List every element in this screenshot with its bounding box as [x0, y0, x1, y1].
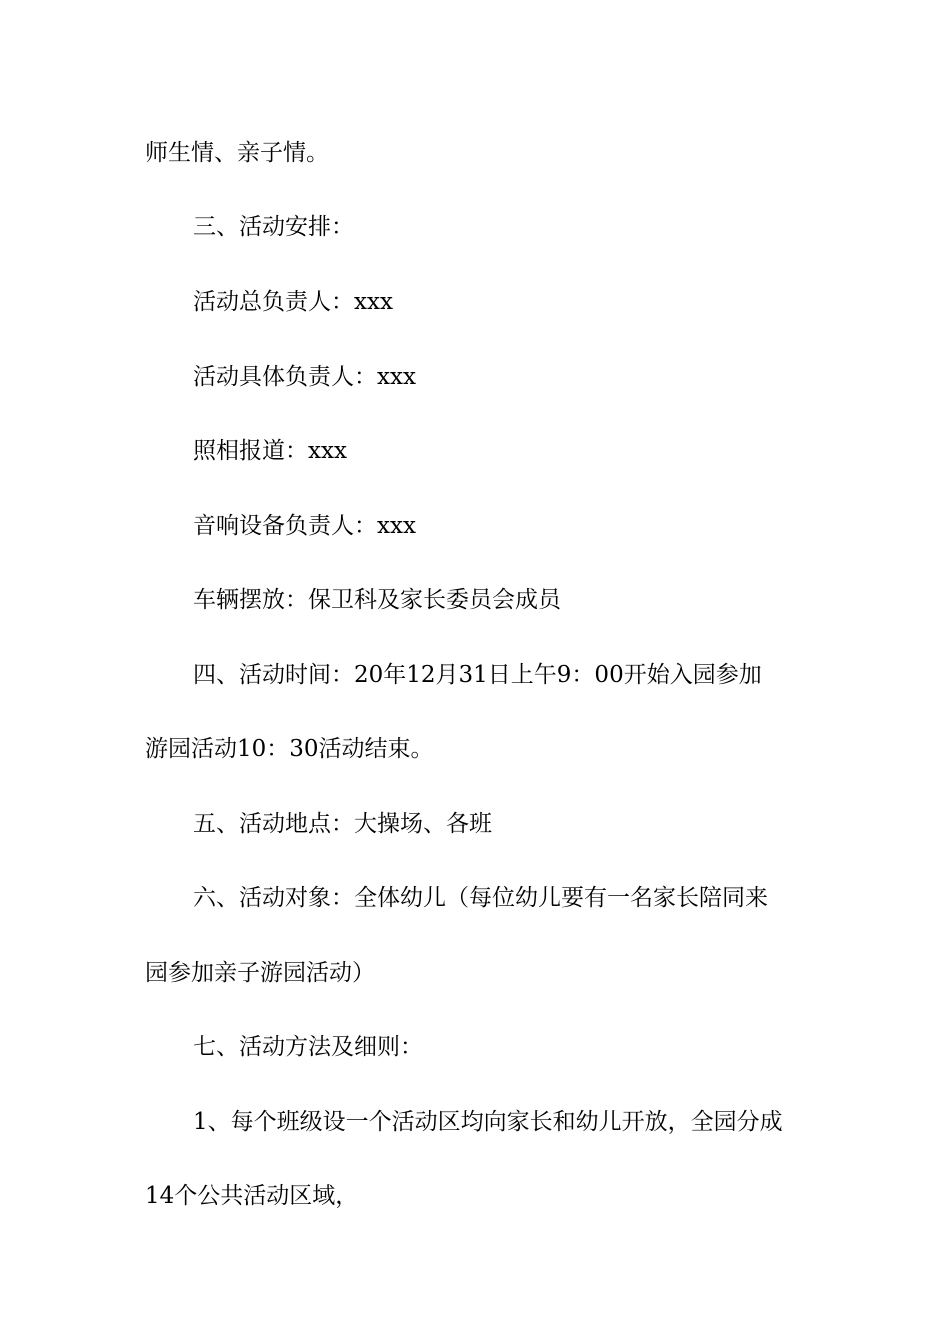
section-heading: 四、活动时间：20年12月31日上午9：00开始入园参加	[193, 662, 762, 688]
section-heading: 七、活动方法及细则：	[193, 1034, 423, 1060]
paragraph-line: 师生情、亲子情。	[145, 140, 329, 166]
paragraph-line: 音响设备负责人：xxx	[193, 513, 416, 539]
paragraph-line: 车辆摆放：保卫科及家长委员会成员	[193, 587, 561, 613]
paragraph-line: 14个公共活动区域，	[145, 1183, 359, 1209]
paragraph-line: 游园活动10：30活动结束。	[145, 736, 434, 762]
paragraph-line: 照相报道：xxx	[193, 438, 347, 464]
paragraph-line: 园参加亲子游园活动）	[145, 960, 375, 986]
section-heading: 三、活动安排：	[193, 214, 354, 240]
section-heading: 六、活动对象：全体幼儿（每位幼儿要有一名家长陪同来	[193, 885, 768, 911]
section-heading: 五、活动地点：大操场、各班	[193, 811, 492, 837]
paragraph-line: 活动总负责人：xxx	[193, 289, 393, 315]
paragraph-line: 1、每个班级设一个活动区均向家长和幼儿开放，全园分成	[193, 1109, 783, 1135]
paragraph-line: 活动具体负责人：xxx	[193, 364, 416, 390]
